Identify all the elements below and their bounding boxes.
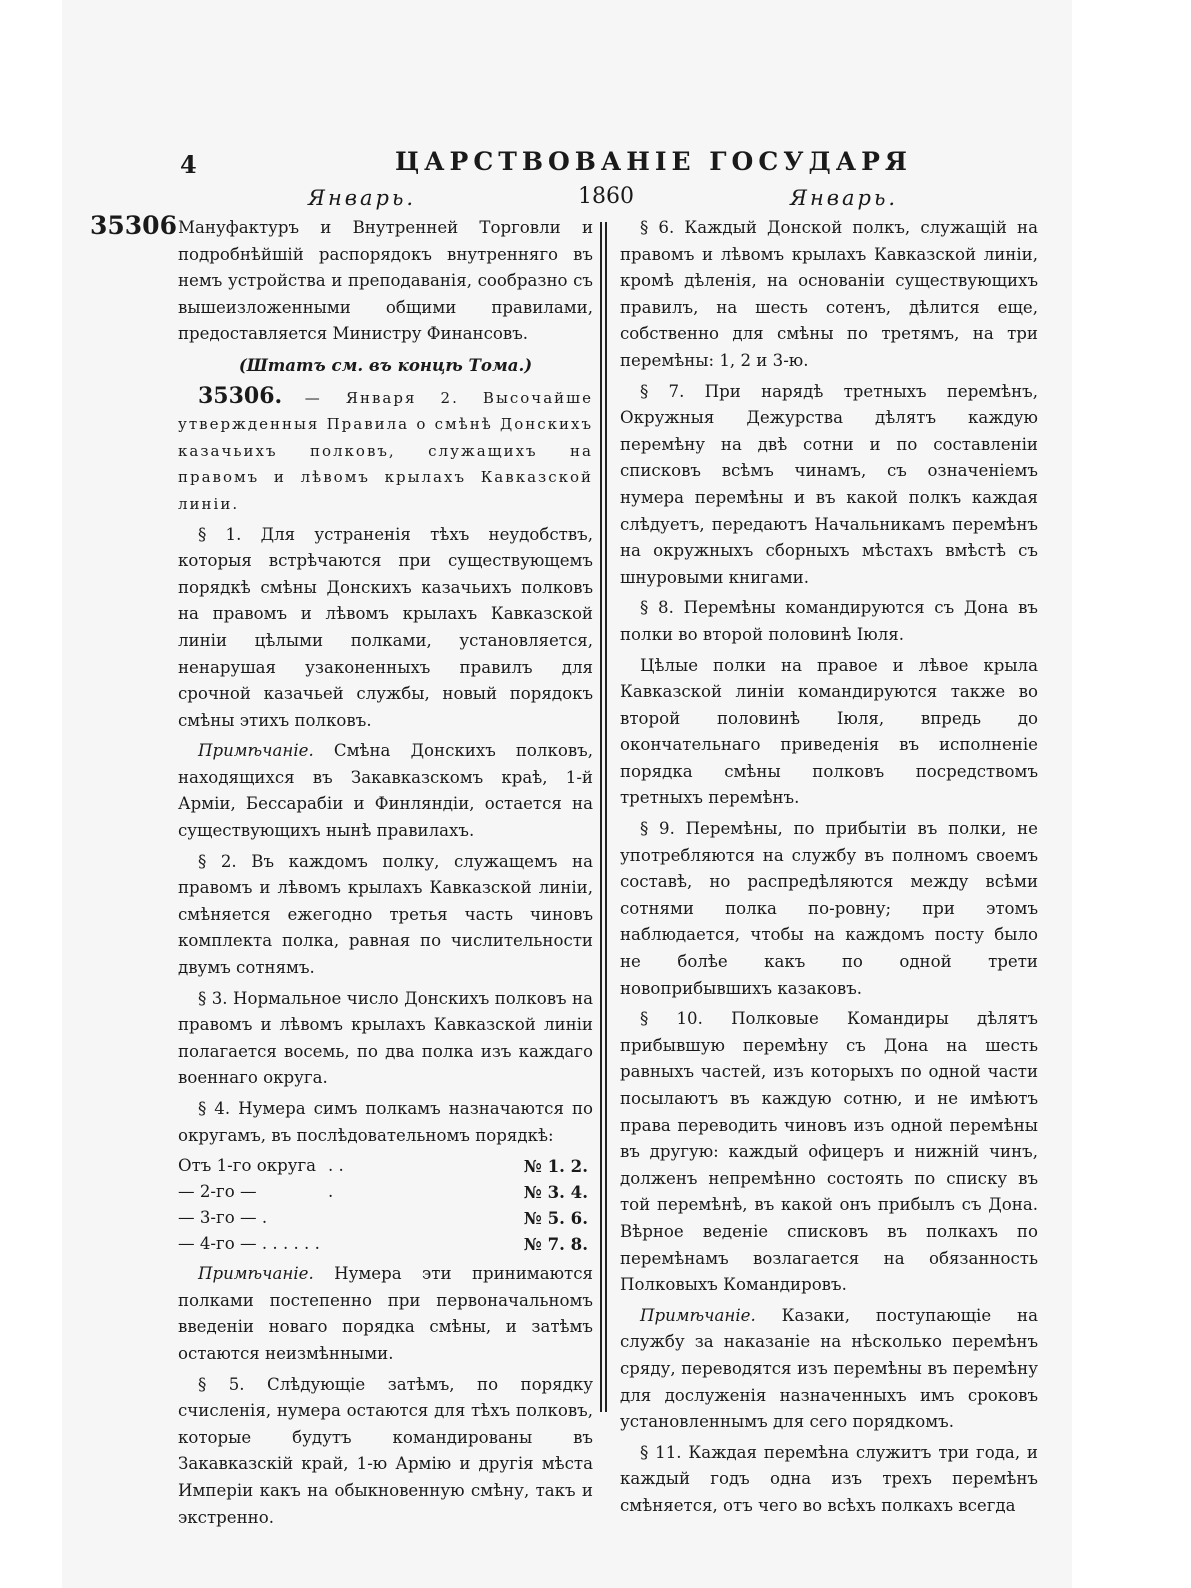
note-3: [620, 1303, 1038, 1436]
decree-title: — Января 2. Высочайше утвержденныя Правила о смѣнѣ Донскихъ казачьихъ полковъ, служащихъ на правомъ и лѣвомъ крылахъ Кавказской линіи.: [178, 388, 593, 513]
table-cell: . .: [328, 1156, 344, 1176]
district-table: [178, 1153, 588, 1257]
section-1: § 1. Для устраненія тѣхъ неудобствъ, которыя встрѣчаются при существующемъ порядкѣ смѣны Донскихъ казачьихъ полковъ на правомъ и лѣвомъ крылахъ Кавказской линіи цѣлыми полками, установляется, ненарушая узаконенныхъ правилъ для срочной казачьей службы, новый порядокъ смѣны этихъ полковъ.: [178, 524, 593, 730]
section-9: § 9. Перемѣны, по прибытіи въ полки, не употребляются на службу въ полномъ своемъ составѣ, но распредѣляются между всѣми сотнями полка по-ровну; при этомъ наблюдается, чтобы на каждомъ посту было не болѣе какъ по одной трети новоприбывшихъ казаковъ.: [620, 819, 1038, 998]
section-8: § 8. Перемѣны командируются съ Дона въ полки во второй половинѣ Іюля.: [620, 598, 1038, 644]
left-column: [178, 215, 593, 1535]
section-3: § 3. Нормальное число Донскихъ полковъ на правомъ и лѣвомъ крылахъ Кавказской линіи полагается восемь, по два полка изъ каждаго военнаго округа.: [178, 988, 593, 1088]
table-cell: [328, 1205, 478, 1231]
note-3-text: Казаки, поступающіе на службу за наказаніе на нѣсколько перемѣнъ сряду, переводятся изъ перемѣны въ перемѣну для дослуженія назначенныхъ имъ сроковъ установленнымъ для сего порядкомъ.: [620, 1305, 1038, 1432]
month-left: Январь.: [308, 186, 417, 210]
page-number: 4: [180, 150, 197, 179]
note-2: [178, 1261, 593, 1367]
note-1: [178, 738, 593, 844]
table-row: [178, 1231, 588, 1257]
note-2-label: Примѣчаніе.: [198, 1264, 314, 1284]
table-row: [178, 1205, 588, 1231]
table-cell: № 1. 2.: [523, 1156, 588, 1177]
year: 1860: [578, 184, 634, 209]
running-title: ЦАРСТВОВАНІЕ ГОСУДАРЯ: [395, 147, 912, 176]
intro-paragraph: Мануфактуръ и Внутренней Торговли и подробнѣйшій распорядокъ внутренняго въ немъ устройства и преподаванія, сообразно съ вышеизложенными общими правилами, предоставляется Министру Финансовъ.: [178, 218, 593, 344]
month-right: Январь.: [790, 186, 899, 210]
table-cell: № 3. 4.: [523, 1182, 588, 1203]
table-cell: № 7. 8.: [523, 1234, 588, 1255]
section-2: § 2. Въ каждомъ полку, служащемъ на правомъ и лѣвомъ крылахъ Кавказской линіи, смѣняется ежегодно третья часть чиновъ комплекта полка, равная по числительности двумъ сотнямъ.: [178, 851, 593, 978]
shtat-note: (Штатъ см. въ концѣ Тома.): [238, 354, 533, 375]
section-5: § 5. Слѣдующіе затѣмъ, по порядку счисленія, нумера остаются для тѣхъ полковъ, которые будутъ командированы въ Закавказскій край, 1-ю Армію и другія мѣста Имперіи какъ на обыкновенную смѣну, такъ и экстренно.: [178, 1374, 593, 1527]
table-row: [178, 1153, 588, 1179]
section-8-cont: Цѣлые полки на правое и лѣвое крыла Кавказской линіи командируются также во второй половинѣ Іюля, впредь до окончательнаго приведенія въ исполненіе порядка смѣны полковъ посредствомъ третныхъ перемѣнъ.: [620, 655, 1038, 808]
table-cell: — 2-го —: [178, 1182, 257, 1202]
note-1-text: Смѣна Донскихъ полковъ, находящихся въ Закавказскомъ краѣ, 1-й Арміи, Бессарабіи и Финляндіи, остается на существующихъ нынѣ правилахъ.: [178, 741, 594, 841]
table-cell: № 5. 6.: [523, 1208, 588, 1229]
section-6: § 6. Каждый Донской полкъ, служащій на правомъ и лѣвомъ крылахъ Кавказской линіи, кромѣ дѣленія, на основаніи существующихъ правилъ, на шесть сотенъ, дѣлится еще, собственно для смѣны по третямъ, на три перемѣны: 1, 2 и 3-ю.: [620, 218, 1038, 370]
section-10: § 10. Полковые Командиры дѣлятъ прибывшую перемѣну съ Дона на шесть равныхъ частей, изъ которыхъ по одной части посылаютъ въ каждую сотню, и не имѣютъ права переводить чиновъ изъ одной перемѣны въ другую: каждый офицеръ и нижній чинъ, долженъ непремѣнно состоять по списку въ той перемѣнѣ, въ какой онъ прибылъ съ Дона. Вѣрное веденіе списковъ въ полкахъ по перемѣнамъ возлагается на обязанность Полковыхъ Командировъ.: [620, 1009, 1038, 1295]
note-3-label: Примѣчаніе.: [640, 1305, 756, 1325]
note-2-text: Нумера эти принимаются полками постепенно при первоначальномъ введеніи новаго порядка смѣны, и затѣмъ остаются неизмѣнными.: [178, 1264, 593, 1363]
decree-heading: [178, 383, 593, 518]
table-cell: — 4-го — . . . . . .: [178, 1234, 320, 1254]
margin-number: 35306: [90, 211, 177, 240]
decree-number: 35306.: [198, 382, 283, 409]
table-cell: Отъ 1-го округа: [178, 1156, 317, 1176]
column-divider: [600, 222, 608, 1412]
section-4: § 4. Нумера симъ полкамъ назначаются по округамъ, въ послѣдовательномъ порядкѣ:: [178, 1099, 593, 1145]
table-row: [178, 1179, 588, 1205]
note-1-label: Примѣчаніе.: [198, 741, 314, 761]
right-column: [620, 215, 1038, 1524]
section-7: § 7. При нарядѣ третныхъ перемѣнъ, Окружныя Дежурства дѣлятъ каждую перемѣну на двѣ сотни и по составленіи списковъ всѣмъ чинамъ, съ означеніемъ нумера перемѣны и въ какой полкъ каждая слѣдуетъ, передаютъ Начальникамъ перемѣнъ на окружныхъ сборныхъ мѣстахъ вмѣстѣ съ шнуровыми книгами.: [620, 381, 1038, 587]
table-cell: — 3-го — .: [178, 1208, 268, 1228]
section-11: § 11. Каждая перемѣна служитъ три года, и каждый годъ одна изъ трехъ перемѣнъ смѣняется, отъ чего во всѣхъ полкахъ всегда: [620, 1442, 1038, 1515]
table-cell: .: [328, 1182, 334, 1202]
